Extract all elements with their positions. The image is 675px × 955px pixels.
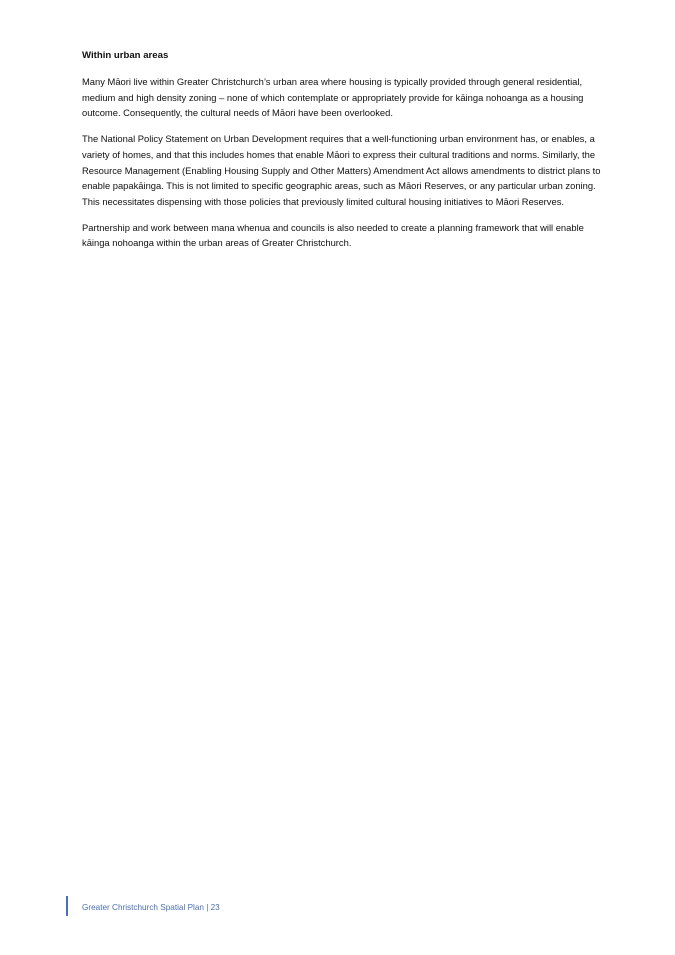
main-content <box>82 49 602 261</box>
paragraph-1: Many Māori live within Greater Christchurch’s urban area where housing is typically provided through general residential, medium and high density zoning – none of which contemplate or appropriately provide for kāinga nohoanga as a housing outcome. Consequently, the cultural needs of Māori have been overlooked. <box>82 76 584 119</box>
section-heading: Within urban areas <box>82 50 169 61</box>
footer-text: Greater Christchurch Spatial Plan | 23 <box>82 903 220 912</box>
footer-accent-bar <box>66 896 68 916</box>
paragraph-2: The National Policy Statement on Urban Development requires that a well-functioning urban environment has, or enables, a variety of homes, and that this includes homes that enable Māori to express their cultural traditions and norms. Similarly, the Resource Management (Enabling Housing Supply and Other Matters) Amendment Act allows amendments to district plans to enable papakāinga. This is not limited to specific geographic areas, such as Māori Reserves, or any particular urban zoning. This necessitates dispensing with those policies that previously limited cultural housing initiatives to Māori Reserves. <box>82 133 601 207</box>
paragraph-3: Partnership and work between mana whenua and councils is also needed to create a planning framework that will enable kāinga nohoanga within the urban areas of Greater Christchurch. <box>82 221 584 249</box>
page-footer <box>66 896 220 916</box>
